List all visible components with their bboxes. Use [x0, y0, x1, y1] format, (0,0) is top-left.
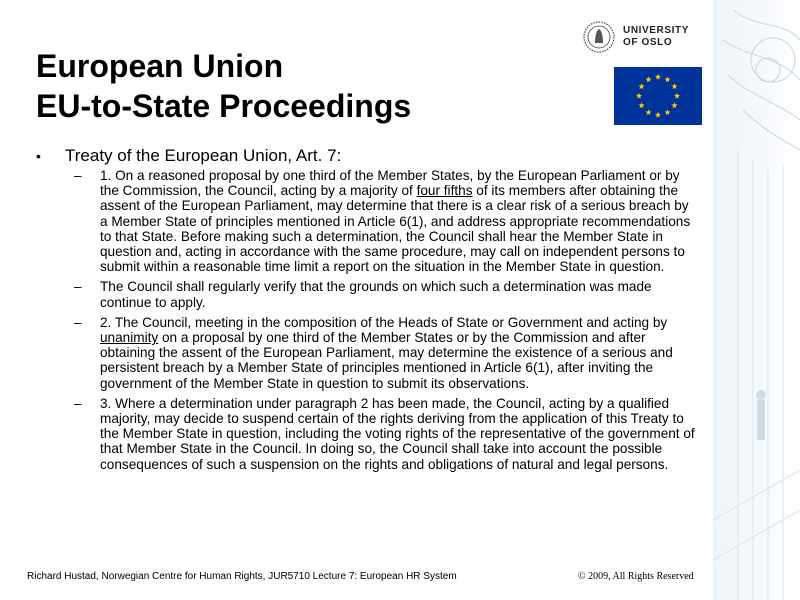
bullet-treaty: [36, 146, 698, 166]
list-item: [36, 315, 698, 391]
decorative-side-panel: [713, 0, 800, 600]
emphasis-four-fifths: four fifths: [416, 183, 473, 199]
star-icon: [639, 83, 645, 89]
list-item: [36, 168, 698, 274]
star-icon: [671, 83, 677, 89]
dash-marker: –: [74, 168, 82, 183]
star-icon: [664, 76, 670, 82]
footer-copyright: © 2009, All Rights Reserved: [578, 571, 694, 582]
eu-flag-icon: [614, 67, 702, 125]
bullet-marker: •: [36, 148, 41, 164]
star-icon: [636, 93, 642, 99]
university-seal-icon: [583, 21, 615, 53]
title-line-2: EU-to-State Proceedings: [36, 88, 412, 124]
star-icon: [674, 93, 680, 99]
item-text: 3. Where a determination under paragraph 2 has been made, the Council, acting by a qualified majority, may decide to suspend certain of the rights deriving from the application of this Treaty to the Member State in question, including the voting rights of the representative of the government of that Member State in the Council. In doing so, the Council shall take into account the possible consequences of such a suspension on the rights and obligations of natural and legal persons.: [100, 395, 695, 472]
list-item: [36, 396, 698, 472]
star-icon: [639, 102, 645, 108]
title-line-1: European Union: [36, 48, 284, 84]
bullet-text: Treaty of the European Union, Art. 7:: [65, 146, 342, 165]
university-name-line-1: UNIVERSITY: [623, 25, 690, 36]
star-icon: [671, 102, 677, 108]
item-text: of its members after obtaining the assent of the European Parliament, may determine that there is a clear risk of a serious breach by a Member State of principles mentioned in Article 6(1), and address appropriate recommendations to that State. Before making such a determination, the Council shall hear the Member State in question and, acting in accordance with the same procedure, may call on independent persons to submit within a reasonable time limit a report on the situation in the Member State in question.: [100, 183, 691, 275]
item-text: on a proposal by one third of the Member States or by the Commission and after obtaining the assent of the European Parliament, may determine the existence of a serious and persistent breach by a Member State of principles mentioned in Article 6(1), after inviting the government of the Member State in question to submit its observations.: [100, 330, 673, 391]
university-logo: [583, 18, 708, 56]
dash-marker: –: [74, 314, 82, 330]
star-icon: [645, 109, 651, 115]
item-text: 1. On a reasoned proposal by one third of the Member States, by the European Parliament or by the Commission, the Council, acting by a majority of: [100, 168, 680, 199]
star-icon: [645, 76, 651, 82]
sub-list: [36, 168, 698, 472]
item-text: 2. The Council, meeting in the composition of the Heads of State or Government and acting by: [100, 314, 668, 330]
emphasis-unanimity: unanimity: [100, 330, 159, 346]
decorative-pattern-icon: [713, 0, 800, 600]
star-icon: [655, 74, 661, 80]
page-title: [36, 46, 411, 126]
university-name-line-2: OF OSLO: [623, 37, 673, 48]
star-icon: [664, 109, 670, 115]
dash-marker: –: [74, 395, 82, 411]
footer-credit: Richard Hustad, Norwegian Centre for Human Rights, JUR5710 Lecture 7: European HR System: [27, 571, 457, 582]
item-text: The Council shall regularly verify that the grounds on which such a determination was made continue to apply.: [100, 279, 652, 310]
dash-marker: –: [74, 279, 82, 295]
list-item: [36, 279, 698, 309]
star-icon: [655, 112, 661, 118]
slide-body: [36, 146, 698, 477]
university-name: [623, 25, 689, 49]
